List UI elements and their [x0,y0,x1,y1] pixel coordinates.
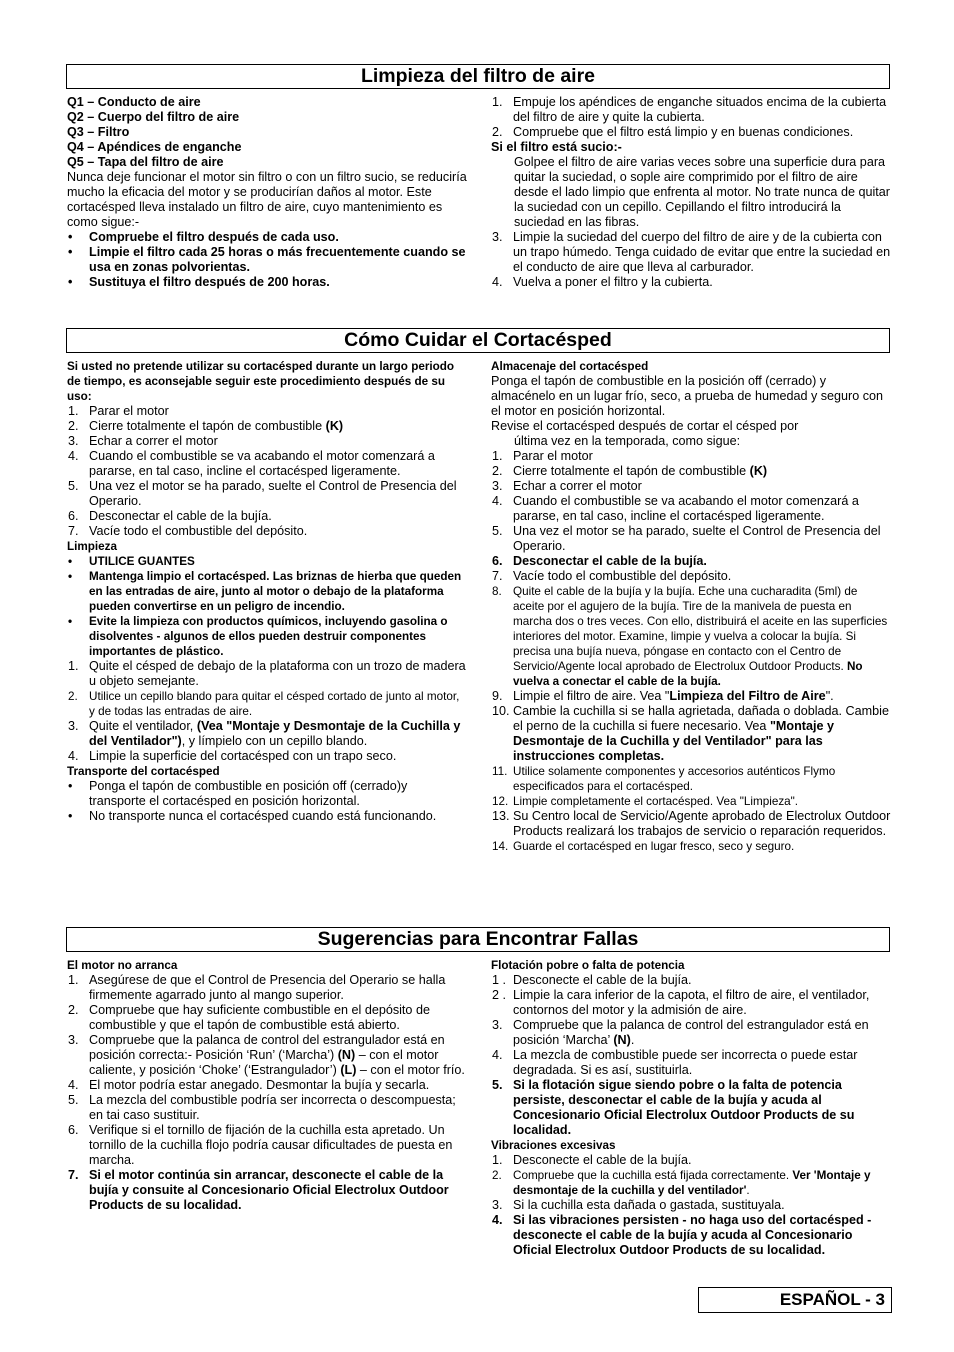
list-item: 7. Si el motor continúa sin arrancar, desconecte el cable de la bujía y consuite al Concesionario Oficial Electrolux Outdoor Products de su localidad. [68,1168,449,1212]
list-item: 4. El motor podría estar anegado. Desmontar la bujía y secarla. [68,1078,430,1092]
list-item: 4. Limpie la superficie del cortacésped con un trapo seco. [68,749,397,763]
list-item: 5. Una vez el motor se ha parado, suelte el Control de Presencia del Operario. [492,524,881,553]
list-item: 8. Quite el cable de la bujía y la bujía. Eche una cucharadita (5ml) de aceite por el agujero de la bujía. Tire de la manivela de puesta en marcha dos o tres veces. Con ello, distribuirá el aceite en las superficies interiores del motor. Examine, limpie y vuelva a colocar la bujía. Si precisa una bujía nueva, póngase en contacto con el Centro de Servicio/Agente local aprobado de Electrolux Outdoor Products. No vuelva a conectar el cable de la bujía. [492,585,888,688]
troubleshooting-left-column [67,958,467,1213]
care-left-column [67,359,467,824]
part-label: Q4 – Apéndices de enganche [67,140,242,154]
list-item: 3. Compruebe que la palanca de control del estrangulador está en posición correcta:- Posición ‘Run’ (‘Marcha’) (N) – con el motor caliente, y posición ‘Choke’ (‘Estrangulador’) (L) – con el motor frío. [68,1033,465,1077]
part-label: Q5 – Tapa del filtro de aire [67,155,224,169]
list-item: 6. Desconectar el cable de la bujía. [68,509,272,523]
list-item: 7. Vacíe todo el combustible del depósito. [68,524,308,538]
list-item: 2 . Limpie la cara inferior de la capota, el filtro de aire, el ventilador, contornos del motor y la admisión de aire. [492,988,870,1017]
list-item: 4. La mezcla de combustible puede ser incorrecta o puede estar degradada. Si es así, sustituirla. [492,1048,858,1077]
vibration-title: Vibraciones excesivas [491,1139,616,1152]
list-item: • UTILICE GUANTES [68,555,195,568]
list-item: • Ponga el tapón de combustible en posición off (cerrado)y transporte el cortacésped en posición horizontal. [68,779,408,808]
air-filter-right-column [491,95,891,290]
list-item: 3. Echar a correr el motor [68,434,218,448]
list-item: 3. Si la cuchilla esta dañada o gastada, sustituyala. [492,1198,785,1212]
air-filter-bullets [67,230,467,290]
cleaning-title: Limpieza [67,540,118,553]
list-item: 13. Su Centro local de Servicio/Agente aprobado de Electrolux Outdoor Products realizará los trabajos de servicio o reparación requeridos. [492,809,891,838]
list-item: • Compruebe el filtro después de cada uso. [68,230,339,244]
revise-text: Revise el cortacésped después de cortar el césped por [491,419,799,433]
no-start-title: El motor no arranca [67,959,178,972]
list-item: 2. Utilice un cepillo blando para quitar el césped cortado de junto al motor, y de todas las entradas de aire. [68,690,460,718]
transport-title: Transporte del cortacésped [67,765,220,778]
list-item: • Sustituya el filtro después de 200 horas. [68,275,330,289]
list-item: 1 . Desconecte el cable de la bujía. [492,973,692,987]
list-item: 2. Cierre totalmente el tapón de combustible (K) [68,419,344,433]
list-item: 5. Una vez el motor se ha parado, suelte el Control de Presencia del Operario. [68,479,457,508]
list-item: 4. Cuando el combustible se va acabando el motor comenzará a pararse, en tal caso, incline el cortacésped ligeramente. [68,449,435,478]
dirty-filter-label: Si el filtro está sucio:- [491,140,622,154]
care-right-column [491,359,891,854]
section-title-troubleshooting: Sugerencias para Encontrar Fallas [66,927,890,952]
list-item: 2. Cierre totalmente el tapón de combustible (K) [492,464,768,478]
list-item: 11. Utilice solamente componentes y accesorios auténticos Flymo especificados para el cortacésped. [492,765,836,793]
list-item: 1. Asegúrese de que el Control de Presencia del Operario se halla firmemente agarrado junto al mango superior. [68,973,446,1002]
list-item: 1. Desconecte el cable de la bujía. [492,1153,692,1167]
list-item: 4. Cuando el combustible se va acabando el motor comenzará a pararse, en tal caso, incline el cortacésped ligeramente. [492,494,859,523]
list-item: 10. Cambie la cuchilla si se halla agrietada, dañada o doblada. Cambie el perno de la cuchilla si fuere necesario. Vea "Montaje y Desmontaje de la Cuchilla y del Ventilador" para las instrucciones completas. [492,704,889,763]
storage-text: Ponga el tapón de combustible en la posición off (cerrado) y almacénelo en un lugar frío, seco, a prueba de humedad y seguro con el motor en posición horizontal. [491,374,884,418]
troubleshooting-right-column [491,958,891,1258]
list-item: 3. Echar a correr el motor [492,479,642,493]
list-item: • Evite la limpieza con productos químicos, incluyendo gasolina o disolventes - algunos de ellos pueden destruir componentes importantes de plástico. [68,615,448,658]
air-filter-left-column [67,95,467,290]
list-item: 7. Vacíe todo el combustible del depósito. [492,569,732,583]
list-item: 2. Compruebe que el filtro está limpio y en buenas condiciones. [492,125,854,139]
list-item: 1. Quite el césped de debajo de la plataforma con un trozo de madera u objeto semejante. [68,659,466,688]
part-label: Q2 – Cuerpo del filtro de aire [67,110,240,124]
air-filter-intro: Nunca deje funcionar el motor sin filtro o con un filtro sucio, se reduciría mucho la eficacia del motor y se producirían daños al motor. Este cortacésped lleva instalado un filtro de aire, cuyo mantenimiento es como sigue:- [67,170,467,229]
list-item: 3. Compruebe que la palanca de control del estrangulador está en posición ‘Marcha’ (N). [492,1018,869,1047]
section-title-care: Cómo Cuidar el Cortacésped [66,328,890,353]
dirty-filter-text: Golpee el filtro de aire varias veces sobre una superficie dura para quitar la suciedad, o sople aire comprimido por el filtro de aire desde el lado limpio que enfrenta al motor. No trate nunca de quitar la suciedad con un cepillo. Cepillando el filtro introducirá la suciedad en las fibras. [514,155,890,229]
list-item: 12. Limpie completamente el cortacésped. Vea "Limpieza". [492,795,799,808]
storage-title: Almacenaje del cortacésped [491,360,649,373]
list-item: • Limpie el filtro cada 25 horas o más frecuentemente cuando se usa en zonas polvorientas. [68,245,466,274]
list-item: 1. Parar el motor [492,449,593,463]
list-item: 4. Si las vibraciones persisten - no haga uso del cortacésped - desconecte el cable de la bujía y acuda al Concesionario Oficial Electrolux Outdoor Products de su localidad. [492,1213,872,1257]
list-item: 1. Empuje los apéndices de enganche situados encima de la cubierta del filtro de aire y quite la cubierta. [492,95,887,124]
part-label: Q1 – Conducto de aire [67,95,201,109]
list-item: 1. Parar el motor [68,404,169,418]
revise-text-cont: última vez en la temporada, como sigue: [514,434,741,448]
storage-intro: Si usted no pretende utilizar su cortacésped durante un largo periodo de tiempo, es aconsejable seguir este procedimiento después de su uso: [67,360,455,403]
list-item: 2. Compruebe que la cuchilla está fijada correctamente. Ver 'Montaje y desmontaje de la cuchilla y del ventilador'. [492,1169,871,1197]
page-number-label: ESPAÑOL - 3 [698,1287,892,1313]
list-item: • No transporte nunca el cortacésped cuando está funcionando. [68,809,437,823]
list-item: 6. Verifique si el tornillo de fijación de la cuchilla esta apretado. Un tornillo de la cuchilla flojo podría causar dificultades de puesta en marcha. [68,1123,453,1167]
part-label: Q3 – Filtro [67,125,130,139]
list-item: 14. Guarde el cortacésped en lugar fresco, seco y seguro. [492,840,795,853]
power-title: Flotación pobre o falta de potencia [491,959,685,972]
list-item: 3. Quite el ventilador, (Vea "Montaje y Desmontaje de la Cuchilla y del Ventilador"), y límpielo con un cepillo blando. [68,719,461,748]
list-item: 3. Limpie la suciedad del cuerpo del filtro de aire y de la cubierta con un trapo húmedo. Tenga cuidado de evitar que entre la suciedad en el conducto de aire que lleva al carburador. [492,230,891,274]
list-item: 5. Si la flotación sigue siendo pobre o la falta de potencia persiste, desconectar el cable de la bujía y acuda al Concesionario Oficial Electrolux Outdoor Products de su localidad. [492,1078,855,1137]
section-title-air-filter: Limpieza del filtro de aire [66,64,890,89]
list-item: 4. Vuelva a poner el filtro y la cubierta. [492,275,713,289]
list-item: 5. La mezcla del combustible podría ser incorrecta o descompuesta; en tai caso sustituir. [68,1093,456,1122]
list-item: 9. Limpie el filtro de aire. Vea "Limpieza del Filtro de Aire". [492,689,834,703]
list-item: 2. Compruebe que hay suficiente combustible en el depósito de combustible y que el tapón de combustible está abierto. [68,1003,430,1032]
list-item: 6. Desconectar el cable de la bujía. [492,554,707,568]
list-item: • Mantenga limpio el cortacésped. Las briznas de hierba que queden en las entradas de aire, junto al motor o debajo de la plataforma pueden convertirse en un peligro de incendio. [68,570,462,613]
